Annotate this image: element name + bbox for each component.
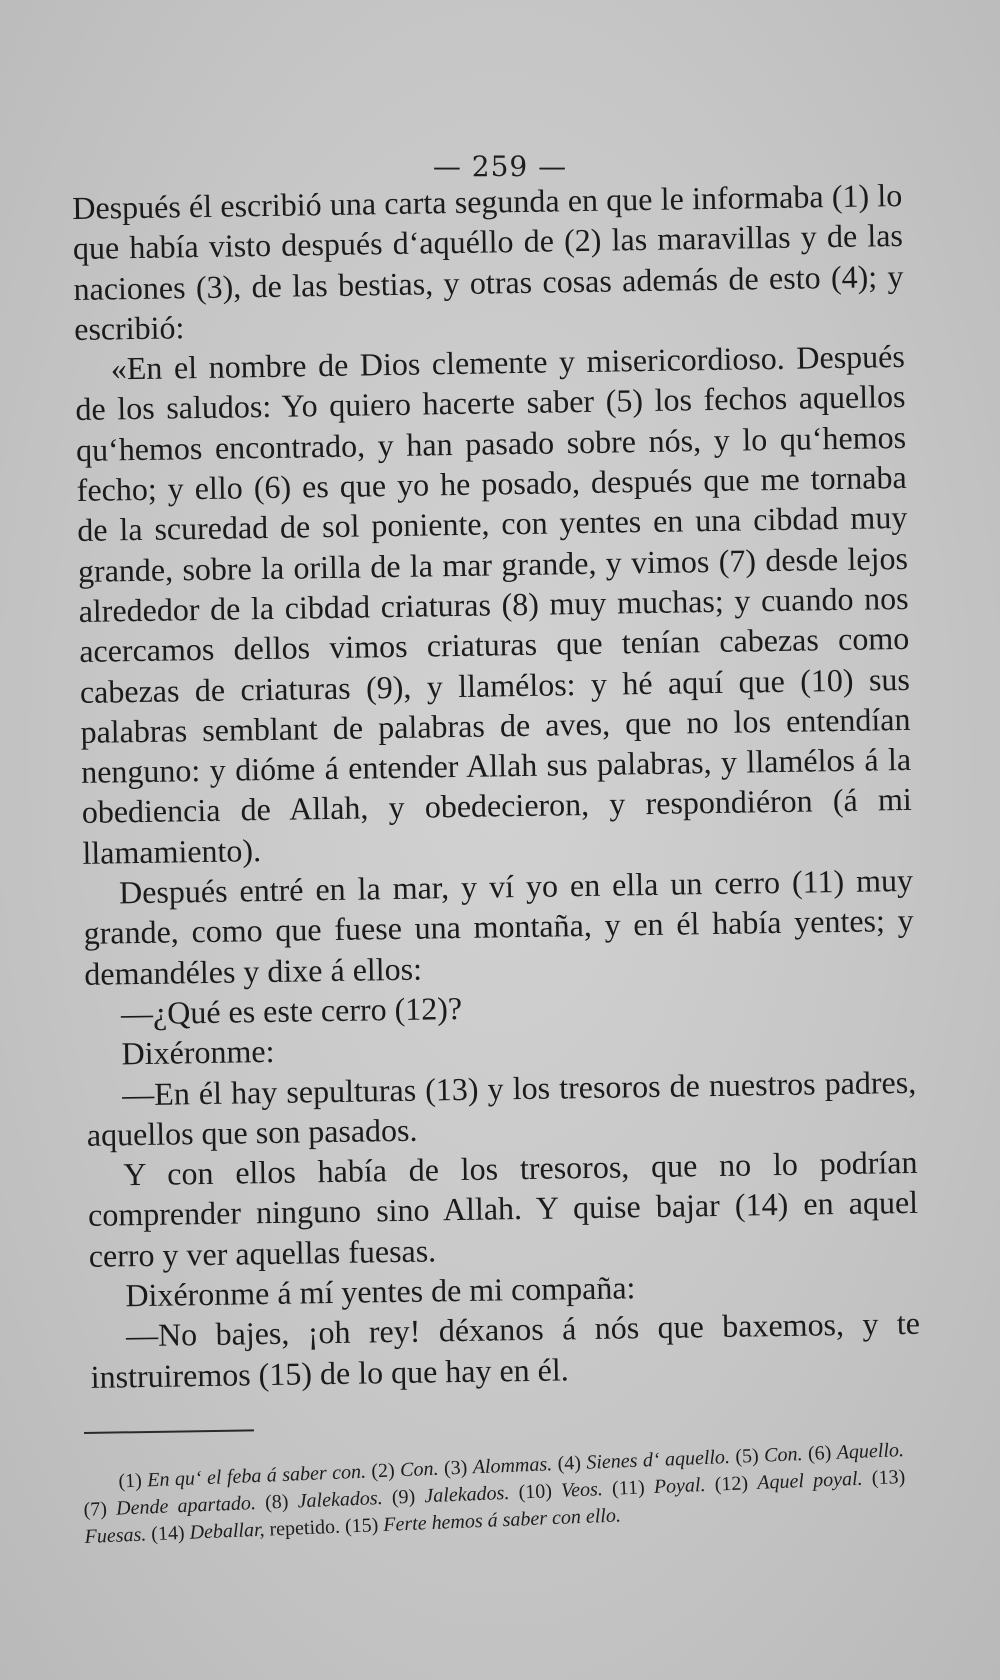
footnote-text: Alommas. — [472, 1453, 553, 1479]
page-number: — 259 — — [432, 150, 568, 183]
body-text — [72, 175, 921, 1397]
paragraph: Dixéronme: — [121, 1033, 275, 1072]
footnote-number: (4) — [557, 1451, 582, 1475]
footnote-divider — [84, 1429, 254, 1434]
footnote-number: (11) — [611, 1476, 646, 1500]
footnote-number: (7) — [83, 1498, 108, 1521]
footnote-text: Fuesas. — [84, 1523, 147, 1548]
footnote-text: Deballar, — [189, 1518, 265, 1544]
footnote-extra: repetido. — [269, 1515, 341, 1541]
footnote-number: (15) — [344, 1514, 379, 1538]
footnote-number: (8) — [264, 1490, 289, 1514]
paragraph: —No bajes, ¡oh rey! déxanos á nós que baxemos, y te instruiremos (15) de lo que hay en él. — [90, 1305, 921, 1395]
footnote-text: Con. — [763, 1443, 803, 1467]
footnote-text: Jalekados. — [297, 1486, 384, 1513]
footnote-text: En qu‘ el feba á saber con. — [146, 1460, 367, 1492]
paragraph: Y con ellos había de los tresoros, que no lo podrían comprender ninguno sino Allah. Y quise bajar (14) en aquel cerro y ver aquellas fuesas. — [87, 1143, 919, 1274]
footnote-text: Aquel poyal. — [756, 1467, 863, 1494]
footnote-number: (6) — [807, 1441, 832, 1465]
footnote-text: Con. — [399, 1457, 439, 1482]
footnote-number: (13) — [871, 1465, 906, 1490]
footnote-text: Veos. — [560, 1478, 604, 1502]
footnotes — [82, 1437, 907, 1551]
paragraph: —En él hay sepulturas (13) y los tresoros de nuestros padres, aquellos que son pasados. — [86, 1063, 917, 1153]
footnote-block — [82, 1437, 907, 1551]
footnote-text: Ferte hemos á saber con ello. — [382, 1504, 622, 1536]
footnote-text: Poyal. — [653, 1473, 706, 1499]
footnote-number: (12) — [714, 1472, 749, 1496]
footnote-number: (5) — [734, 1444, 760, 1468]
footnote-number: (14) — [150, 1521, 186, 1546]
footnote-text: Aquello. — [836, 1439, 905, 1464]
footnote-number: (3) — [443, 1456, 468, 1480]
footnote-number: (1) — [118, 1469, 143, 1493]
footnote-text: Jalekados. — [423, 1481, 510, 1508]
footnote-text: Sienes d‘ aquello. — [585, 1445, 731, 1474]
paragraph: «En el nombre de Dios clemente y misericordioso. Después de los saludos: Yo quiero hacerte saber (5) los fechos aquellos qu‘hemos encontrado, y han pasado sobre nós, y lo qu‘hemos fecho; y ello (6) es que yo he posado, después que me tornaba de la scuredad de sol poniente, con yentes en una cibdad muy grande, sobre la orilla de la mar grande, y vimos (7) desde lejos alrededor de la cibdad criaturas (8) muy muchas; y cuando nos acercamos dellos vimos criaturas que tenían cabezas como cabezas de criaturas (9), y llamélos: y hé aquí que (10) sus palabras semblant de palabras de aves, que no los entendían nenguno: y dióme á entender Allah sus palabras, y llamélos á la obediencia de Allah, y obedecieron, y respondiéron (á mi llamamiento). — [75, 338, 912, 871]
footnote-number: (2) — [370, 1459, 396, 1483]
paragraph: Después él escribió una carta segunda en que le informaba (1) lo que había visto después d‘aquéllo de (2) las maravillas y de las naciones (3), de las bestias, y otras cosas además de esto (4); y escribió: — [72, 176, 904, 347]
footnote-number: (10) — [518, 1480, 553, 1504]
paragraph: Después entré en la mar, y ví yo en ella un cerro (11) muy grande, como que fuese una montaña, y en él había yentes; y demandéles y dixe á ellos: — [83, 861, 914, 992]
paragraph: —¿Qué es este cerro (12)? — [120, 989, 463, 1032]
footnote-text: Dende apartado. — [115, 1492, 257, 1520]
paragraph: Dixéronme á mí yentes de mi compaña: — [125, 1269, 636, 1314]
footnote-number: (9) — [391, 1485, 416, 1509]
